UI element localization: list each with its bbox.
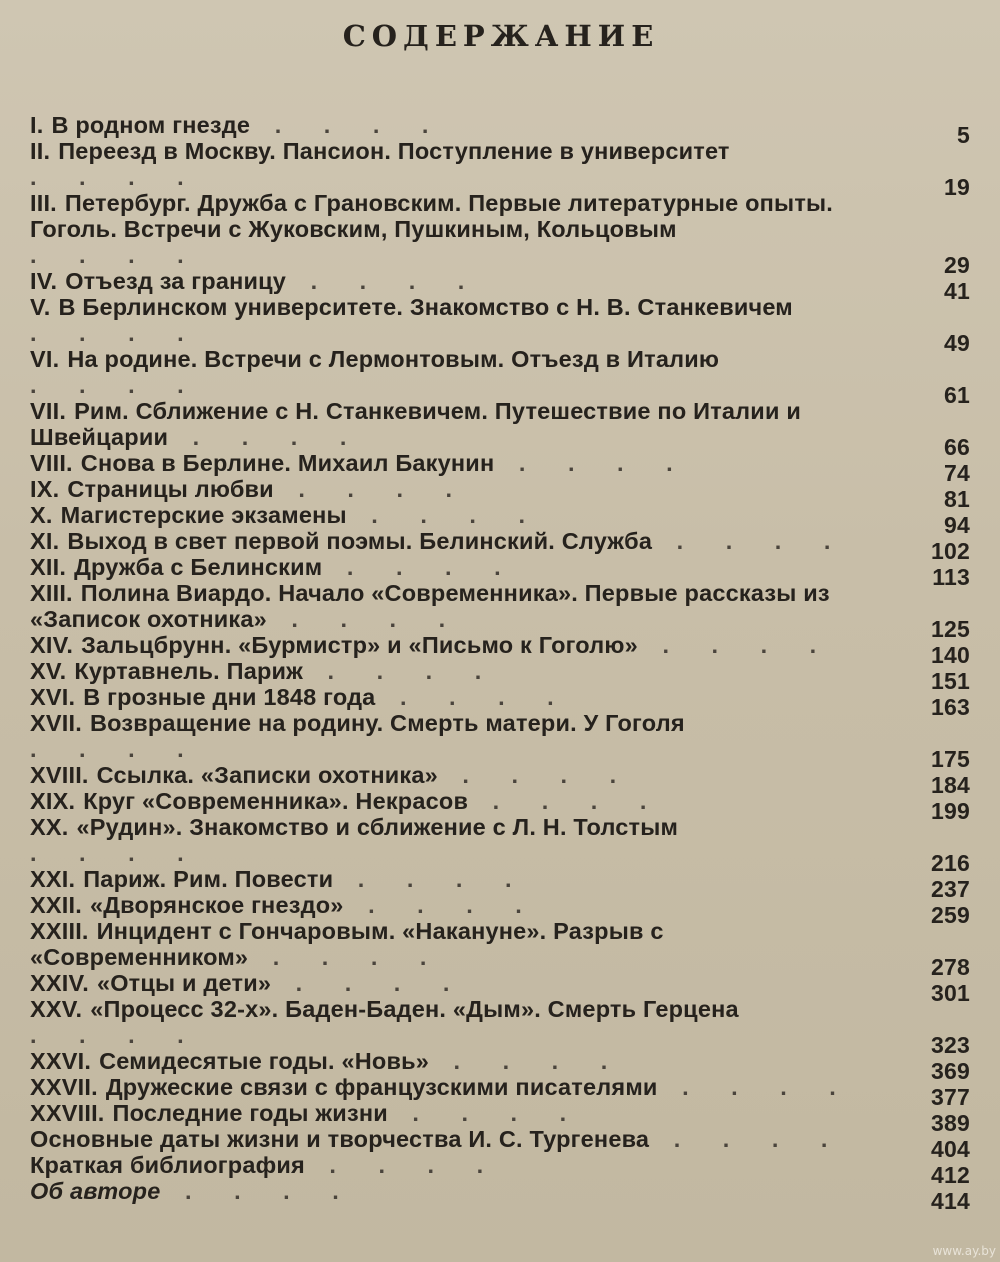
page-number: 377 [931, 1084, 970, 1110]
page-number: 61 [944, 382, 970, 408]
toc-entry [30, 138, 972, 200]
chapter-number: X. [30, 502, 53, 528]
chapter-number: XI. [30, 528, 60, 554]
dot-leader: . . . . [649, 1126, 846, 1152]
page-number: 94 [944, 512, 970, 538]
chapter-title: Дружеские связи с французскими писателями [105, 1074, 658, 1100]
toc-entry [30, 970, 972, 1006]
chapter-number: XX. [30, 814, 69, 840]
chapter-title: Зальцбрунн. «Бурмистр» и «Письмо к Гоголю» [81, 632, 638, 658]
chapter-title: Снова в Берлине. Михаил Бакунин [80, 450, 495, 476]
toc-entry [30, 684, 972, 720]
dot-leader: . . . . [168, 424, 365, 450]
chapter-title: Переезд в Москву. Пансион. Поступление в университет [58, 138, 730, 164]
dot-leader: . . . . [657, 1074, 854, 1100]
toc-entry [30, 294, 972, 356]
dot-leader: . . . . [160, 1178, 357, 1204]
chapter-number: XXV. [30, 996, 83, 1022]
chapter-number: XXIII. [30, 918, 89, 944]
dot-leader: . . . . [429, 1048, 626, 1074]
chapter-number: IV. [30, 268, 58, 294]
chapter-number: XIV. [30, 632, 74, 658]
watermark: www.ay.by [932, 1244, 996, 1258]
page-number: 41 [944, 278, 970, 304]
toc-entry [30, 554, 972, 590]
toc-entry [30, 112, 972, 148]
toc-entry [30, 450, 972, 486]
dot-leader: . . . . [30, 164, 202, 190]
toc-entry [30, 866, 972, 902]
toc-entry [30, 1126, 972, 1162]
chapter-number: III. [30, 190, 57, 216]
page-number: 369 [931, 1058, 970, 1084]
page-number: 5 [957, 122, 970, 148]
chapter-number: XIX. [30, 788, 76, 814]
dot-leader: . . . . [286, 268, 483, 294]
chapter-title: Инцидент с Гончаровым. «Накануне». Разрыв с «Современником» [30, 918, 664, 970]
chapter-title: В Берлинском университете. Знакомство с Н. В. Станкевичем [58, 294, 793, 320]
dot-leader: . . . . [343, 892, 540, 918]
dot-leader: . . . . [303, 658, 500, 684]
chapter-title: В грозные дни 1848 года [83, 684, 376, 710]
chapter-title: Семидесятые годы. «Новь» [99, 1048, 430, 1074]
chapter-title: Куртавнель. Париж [74, 658, 304, 684]
chapter-title: Отъезд за границу [65, 268, 287, 294]
dot-leader: . . . . [271, 970, 468, 996]
dot-leader: . . . . [248, 944, 445, 970]
chapter-number: XII. [30, 554, 67, 580]
toc-entry [30, 658, 972, 694]
dot-leader: . . . . [468, 788, 665, 814]
dot-leader: . . . . [266, 606, 464, 632]
page-number: 323 [931, 1032, 970, 1058]
chapter-title: «Процесс 32-х». Баден-Баден. «Дым». Смерть Герцена [90, 996, 739, 1022]
page-number: 66 [944, 434, 970, 460]
chapter-title: Возвращение на родину. Смерть матери. У Гоголя [89, 710, 685, 736]
dot-leader: . . . . [30, 840, 202, 866]
page-number: 74 [944, 460, 970, 486]
dot-leader: . . . . [250, 112, 447, 138]
chapter-title: Выход в свет первой поэмы. Белинский. Служба [67, 528, 653, 554]
page-number: 29 [944, 252, 970, 278]
page-number: 237 [931, 876, 970, 902]
toc-entry [30, 502, 972, 538]
toc-entry [30, 632, 972, 668]
page-number: 404 [931, 1136, 970, 1162]
page-number: 49 [944, 330, 970, 356]
page-number: 278 [931, 954, 970, 980]
dot-leader: . . . . [637, 632, 835, 658]
toc-entry [30, 710, 972, 772]
chapter-number: XXIV. [30, 970, 89, 996]
chapter-title: Последние годы жизни [112, 1100, 388, 1126]
chapter-title: Круг «Современника». Некрасов [83, 788, 469, 814]
dot-leader: . . . . [652, 528, 849, 554]
dot-leader: . . . . [30, 736, 202, 762]
dot-leader: . . . . [322, 554, 519, 580]
page-number: 175 [931, 746, 970, 772]
page-number: 140 [931, 642, 970, 668]
table-of-contents [30, 112, 972, 1214]
chapter-number: VIII. [30, 450, 73, 476]
chapter-title: Петербург. Дружба с Грановским. Первые литературные опыты. Гоголь. Встречи с Жуковским, Пушкиным, Кольцовым [30, 190, 834, 242]
chapter-number: VI. [30, 346, 60, 372]
toc-entry [30, 1048, 972, 1084]
chapter-number: XXVI. [30, 1048, 92, 1074]
chapter-title: Рим. Сближение с Н. Станкевичем. Путешествие по Италии и Швейцарии [30, 398, 801, 450]
toc-entry [30, 580, 972, 642]
chapter-number: IX. [30, 476, 60, 502]
toc-entry [30, 788, 972, 824]
page-title: СОДЕРЖАНИЕ [342, 19, 660, 53]
toc-entry [30, 1074, 972, 1110]
toc-entry [30, 1100, 972, 1136]
dot-leader: . . . . [346, 502, 543, 528]
chapter-number: XXI. [30, 866, 76, 892]
chapter-number: XVI. [30, 684, 76, 710]
chapter-number: I. [30, 112, 44, 138]
page-number: 216 [931, 850, 970, 876]
toc-entry [30, 996, 972, 1058]
chapter-number: II. [30, 138, 51, 164]
page-number: 125 [931, 616, 970, 642]
chapter-number: XVIII. [30, 762, 89, 788]
page-number: 412 [931, 1162, 970, 1188]
chapter-title: Об авторе [30, 1178, 161, 1204]
chapter-title: Полина Виардо. Начало «Современника». Первые рассказы из «Записок охотника» [30, 580, 830, 632]
toc-entry [30, 918, 972, 980]
dot-leader: . . . . [273, 476, 471, 502]
chapter-number: XXVIII. [30, 1100, 105, 1126]
chapter-number: XXVII. [30, 1074, 98, 1100]
page-number: 19 [944, 174, 970, 200]
dot-leader: . . . . [30, 320, 202, 346]
dot-leader: . . . . [30, 372, 202, 398]
page-number: 184 [931, 772, 970, 798]
dot-leader: . . . . [333, 866, 530, 892]
page-number: 113 [932, 564, 970, 590]
chapter-title: Страницы любви [67, 476, 274, 502]
chapter-title: «Дворянское гнездо» [89, 892, 344, 918]
toc-entry [30, 1178, 972, 1214]
chapter-number: V. [30, 294, 51, 320]
page-number: 151 [931, 668, 970, 694]
chapter-number: XVII. [30, 710, 82, 736]
toc-entry [30, 528, 972, 564]
dot-leader: . . . . [387, 1100, 585, 1126]
dot-leader: . . . . [494, 450, 691, 476]
chapter-title: Краткая библиография [30, 1152, 305, 1178]
page-number: 102 [931, 538, 970, 564]
chapter-title: Париж. Рим. Повести [83, 866, 334, 892]
page-number: 414 [931, 1188, 970, 1214]
chapter-title: Ссылка. «Записки охотника» [96, 762, 438, 788]
toc-entry [30, 476, 972, 512]
toc-entry [30, 268, 972, 304]
chapter-title: Основные даты жизни и творчества И. С. Тургенева [30, 1126, 650, 1152]
toc-entry [30, 814, 972, 876]
chapter-title: «Рудин». Знакомство и сближение с Л. Н. Толстым [76, 814, 679, 840]
chapter-number: XIII. [30, 580, 73, 606]
page-number: 301 [931, 980, 970, 1006]
chapter-number: VII. [30, 398, 67, 424]
toc-entry [30, 346, 972, 408]
chapter-title: Дружба с Белинским [74, 554, 323, 580]
page-number: 163 [931, 694, 970, 720]
toc-entry [30, 762, 972, 798]
chapter-title: В родном гнезде [51, 112, 251, 138]
chapter-number: XV. [30, 658, 67, 684]
toc-entry [30, 190, 972, 278]
chapter-title: «Отцы и дети» [96, 970, 272, 996]
dot-leader: . . . . [375, 684, 572, 710]
dot-leader: . . . . [437, 762, 635, 788]
chapter-number: XXII. [30, 892, 82, 918]
dot-leader: . . . . [304, 1152, 502, 1178]
chapter-title: На родине. Встречи с Лермонтовым. Отъезд в Италию [67, 346, 720, 372]
page-number: 389 [931, 1110, 970, 1136]
page-number: 199 [931, 798, 970, 824]
toc-entry [30, 1152, 972, 1188]
page-number: 259 [931, 902, 970, 928]
dot-leader: . . . . [30, 242, 202, 268]
chapter-title: Магистерские экзамены [60, 502, 347, 528]
toc-entry [30, 398, 972, 460]
toc-entry [30, 892, 972, 928]
page-number: 81 [944, 486, 970, 512]
dot-leader: . . . . [30, 1022, 202, 1048]
